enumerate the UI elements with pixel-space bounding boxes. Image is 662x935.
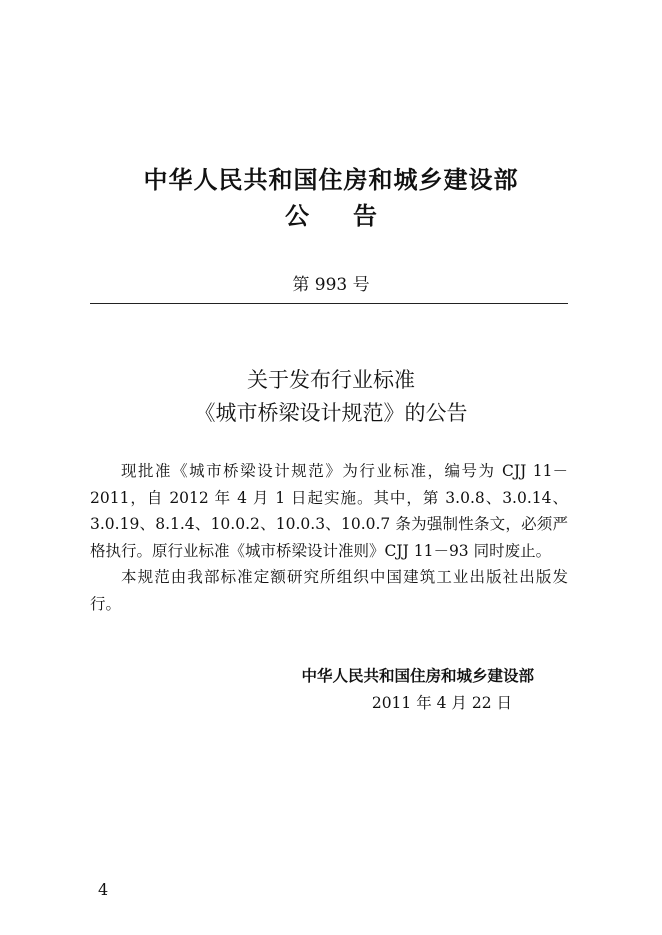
body-paragraph-2: 本规范由我部标准定额研究所组织中国建筑工业出版社出版发行。 (90, 568, 568, 613)
issuer-title: 中华人民共和国住房和城乡建设部 (143, 166, 519, 194)
subject-line-2: 《城市桥梁设计规范》的公告 (194, 401, 468, 425)
header-divider (90, 303, 568, 304)
body-paragraph-1: 现批准《城市桥梁设计规范》为行业标准，编号为 CJJ 11－2011，自 2012 年 4 月 1 日起实施。其中，第 3.0.8、3.0.14、3.0.19、8.1.4、10.0.2、10.0.3、10.0.7 条为强制性条文，必须严格执行。原行业标准《城市桥梁设计准则》CJJ 11－93 同时废止。 (90, 462, 568, 560)
announcement-body (90, 458, 568, 617)
page-number: 4 (98, 880, 109, 899)
signature-date: 2011 年 4 月 22 日 (371, 694, 512, 712)
document-number: 第 993 号 (292, 275, 370, 295)
signature-organization: 中华人民共和国住房和城乡建设部 (301, 667, 534, 685)
subject-line-1: 关于发布行业标准 (247, 368, 415, 392)
doc-type-title: 公告 (285, 202, 421, 230)
